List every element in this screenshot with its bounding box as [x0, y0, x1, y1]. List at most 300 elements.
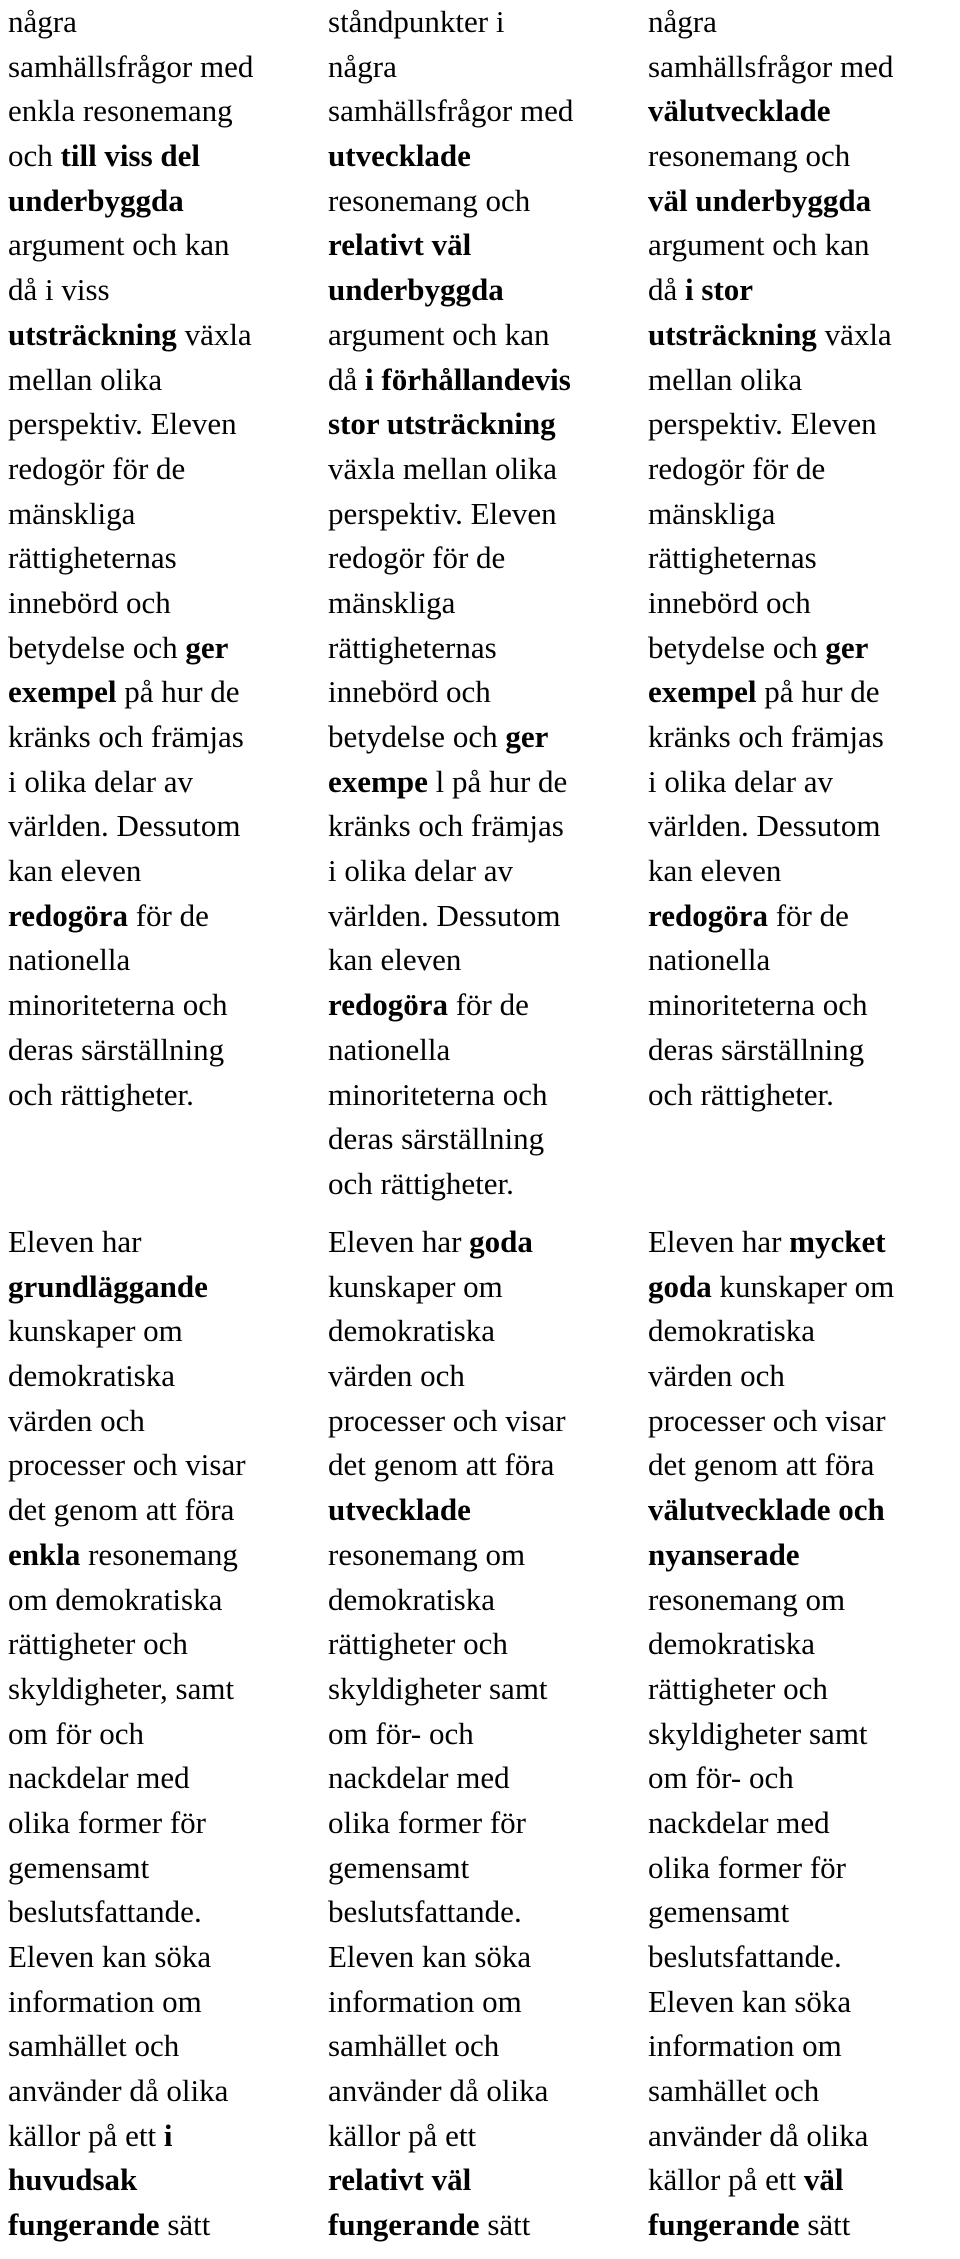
- text-line: [328, 223, 640, 268]
- text-run: gemensamt: [328, 1849, 470, 1885]
- text-line: [8, 804, 318, 849]
- text-line: [648, 760, 960, 805]
- bold-text-run: i förhållandevis: [365, 361, 571, 397]
- text-line: [8, 492, 318, 537]
- text-run: då: [328, 361, 366, 397]
- text-line: [328, 1443, 640, 1488]
- text-line: [328, 2069, 640, 2114]
- text-line: [328, 1935, 640, 1980]
- text-run: värden och: [8, 1402, 145, 1438]
- text-line: [328, 1533, 640, 1578]
- text-line: [648, 849, 960, 894]
- text-run: källor på ett: [648, 2162, 804, 2198]
- text-line: [8, 1846, 318, 1891]
- text-run: samhällsfrågor med: [8, 48, 254, 84]
- text-run: redogör för de: [648, 450, 826, 486]
- text-run: källor på ett: [328, 2117, 477, 2153]
- text-line: [328, 1801, 640, 1846]
- text-line: [328, 89, 640, 134]
- text-line: [8, 626, 318, 671]
- text-run: skyldigheter samt: [328, 1670, 548, 1706]
- text-line: [648, 1935, 960, 1980]
- text-line: [8, 1488, 318, 1533]
- text-line: [8, 268, 318, 313]
- text-line: [648, 1028, 960, 1073]
- criteria-cell-grade-e: [8, 1220, 318, 2248]
- text-line: [648, 1712, 960, 1757]
- text-line: [328, 1667, 640, 1712]
- text-run: beslutsfattande.: [328, 1894, 522, 1930]
- bold-text-run: ger: [185, 629, 229, 665]
- bold-text-run: utvecklade: [328, 1492, 471, 1528]
- text-run: samhället och: [648, 2073, 820, 2109]
- text-run: Eleven har: [648, 1224, 790, 1259]
- criteria-cell-grade-a: [648, 0, 960, 1117]
- text-line: [648, 1578, 960, 1623]
- text-run: processer och visar: [648, 1402, 886, 1438]
- text-run: mänskliga: [648, 495, 776, 531]
- text-run: resonemang: [80, 1536, 238, 1572]
- bold-text-run: fungerande: [648, 2207, 800, 2243]
- text-line: [648, 715, 960, 760]
- text-line: [8, 89, 318, 134]
- text-run: några: [8, 4, 77, 39]
- text-run: minoriteterna och: [648, 987, 868, 1023]
- text-run: nationella: [8, 942, 131, 978]
- text-run: om för- och: [648, 1760, 794, 1796]
- text-line: [328, 1890, 640, 1935]
- text-line: [648, 223, 960, 268]
- text-run: det genom att föra: [8, 1492, 235, 1528]
- text-run: nackdelar med: [8, 1760, 190, 1796]
- bold-text-run: huvudsak: [8, 2162, 138, 2198]
- text-run: Eleven har: [328, 1224, 470, 1259]
- text-line: [648, 2114, 960, 2159]
- text-run: i olika delar av: [648, 763, 834, 799]
- bold-text-run: ger: [505, 719, 549, 754]
- text-run: kan eleven: [328, 942, 462, 978]
- bold-text-run: väl underbyggda: [648, 182, 872, 218]
- text-run: beslutsfattande.: [8, 1894, 202, 1930]
- text-run: sätt: [479, 2207, 531, 2243]
- text-line: [8, 1220, 318, 1265]
- text-run: mänskliga: [8, 495, 136, 531]
- text-run: information om: [8, 1983, 202, 2019]
- text-line: [8, 1443, 318, 1488]
- text-line: [8, 1309, 318, 1354]
- bold-text-run: redogöra: [328, 987, 448, 1023]
- text-line: [328, 715, 640, 760]
- text-line: [8, 1028, 318, 1073]
- text-run: rättigheter och: [8, 1626, 188, 1662]
- text-line: [648, 626, 960, 671]
- bold-text-run: i stor: [685, 272, 754, 308]
- text-line: [8, 2069, 318, 2114]
- text-run: kränks och främjas: [328, 808, 564, 844]
- text-line: [648, 1533, 960, 1578]
- text-line: [8, 358, 318, 403]
- text-line: [8, 2158, 318, 2203]
- text-line: [328, 1117, 640, 1162]
- text-run: nationella: [328, 1031, 451, 1067]
- text-line: [8, 179, 318, 224]
- text-line: [8, 1073, 318, 1118]
- text-run: l på hur de: [427, 763, 568, 799]
- text-run: demokratiska: [648, 1626, 816, 1662]
- text-run: deras särställning: [8, 1031, 225, 1067]
- text-run: kunskaper om: [711, 1268, 895, 1304]
- text-line: [8, 1354, 318, 1399]
- text-line: [648, 268, 960, 313]
- text-run: och rättigheter.: [328, 1165, 514, 1201]
- text-line: [648, 492, 960, 537]
- text-line: [648, 1980, 960, 2025]
- text-line: [8, 1756, 318, 1801]
- text-run: rättigheter och: [648, 1670, 828, 1706]
- bold-text-run: redogöra: [648, 897, 768, 933]
- text-line: [648, 1756, 960, 1801]
- text-line: [8, 1801, 318, 1846]
- text-run: resonemang och: [648, 138, 851, 174]
- text-line: [8, 849, 318, 894]
- text-line: [8, 134, 318, 179]
- text-run: nackdelar med: [328, 1760, 510, 1796]
- text-line: [328, 45, 640, 90]
- text-run: i olika delar av: [328, 853, 514, 889]
- text-line: [648, 1846, 960, 1891]
- text-run: betydelse och: [8, 629, 186, 665]
- text-run: och rättigheter.: [648, 1076, 834, 1112]
- text-run: världen. Dessutom: [8, 808, 241, 844]
- text-line: [648, 2069, 960, 2114]
- text-run: några: [648, 4, 717, 39]
- text-line: [328, 581, 640, 626]
- text-line: [648, 1667, 960, 1712]
- bold-text-run: till viss del: [60, 138, 201, 174]
- bold-text-run: ger: [825, 629, 869, 665]
- text-line: [328, 2114, 640, 2159]
- bold-text-run: välutvecklade och: [648, 1492, 885, 1528]
- text-line: [328, 1354, 640, 1399]
- text-run: ståndpunkter i: [328, 4, 505, 39]
- text-run: sätt: [799, 2207, 851, 2243]
- bold-text-run: mycket: [789, 1224, 886, 1259]
- text-run: demokratiska: [328, 1581, 496, 1617]
- text-run: samhällsfrågor med: [328, 93, 574, 129]
- text-run: sätt: [159, 2207, 211, 2243]
- text-line: [8, 2024, 318, 2069]
- text-run: innebörd och: [328, 674, 491, 710]
- text-line: [648, 536, 960, 581]
- text-line: [8, 1399, 318, 1444]
- text-run: rättigheter och: [328, 1626, 508, 1662]
- text-run: skyldigheter samt: [648, 1715, 868, 1751]
- text-run: skyldigheter, samt: [8, 1670, 235, 1706]
- text-run: processer och visar: [8, 1447, 246, 1483]
- text-line: [8, 1622, 318, 1667]
- criteria-cell-grade-c: [328, 1220, 640, 2248]
- text-line: [328, 1399, 640, 1444]
- text-line: [8, 581, 318, 626]
- text-run: då: [648, 272, 686, 308]
- text-run: i olika delar av: [8, 763, 194, 799]
- text-line: [328, 983, 640, 1028]
- text-line: [648, 1399, 960, 1444]
- text-line: [8, 894, 318, 939]
- text-run: information om: [648, 2028, 842, 2064]
- text-run: resonemang om: [648, 1581, 846, 1617]
- bold-text-run: relativt väl: [328, 227, 472, 263]
- text-line: [8, 670, 318, 715]
- text-line: [8, 2114, 318, 2159]
- text-run: minoriteterna och: [8, 987, 228, 1023]
- text-line: [8, 402, 318, 447]
- bold-text-run: stor utsträckning: [328, 406, 556, 442]
- bold-text-run: i: [163, 2117, 173, 2153]
- text-line: [328, 1712, 640, 1757]
- text-line: [8, 938, 318, 983]
- text-run: världen. Dessutom: [328, 897, 561, 933]
- text-line: [328, 179, 640, 224]
- text-run: Eleven kan söka: [328, 1939, 532, 1974]
- text-line: [328, 1980, 640, 2025]
- text-run: och rättigheter.: [8, 1076, 194, 1112]
- text-run: använder då olika: [648, 2117, 869, 2153]
- text-line: [328, 313, 640, 358]
- text-run: kan eleven: [8, 853, 142, 889]
- text-run: gemensamt: [8, 1849, 150, 1885]
- text-line: [648, 1622, 960, 1667]
- text-run: betydelse och: [328, 719, 506, 754]
- bold-text-run: enkla: [8, 1536, 81, 1572]
- text-run: processer och visar: [328, 1402, 566, 1438]
- text-run: samhällsfrågor med: [648, 48, 894, 84]
- text-line: [648, 358, 960, 403]
- bold-text-run: fungerande: [8, 2207, 160, 2243]
- criteria-cell-grade-e: [8, 0, 318, 1117]
- text-run: källor på ett: [8, 2117, 164, 2153]
- text-line: [648, 670, 960, 715]
- text-run: världen. Dessutom: [648, 808, 881, 844]
- text-line: [8, 760, 318, 805]
- text-line: [648, 0, 960, 45]
- text-run: redogör för de: [328, 540, 506, 576]
- text-line: [328, 1220, 640, 1265]
- text-run: perspektiv. Eleven: [328, 495, 557, 531]
- text-line: [328, 536, 640, 581]
- text-line: [328, 670, 640, 715]
- text-run: samhället och: [328, 2028, 500, 2064]
- text-run: några: [328, 48, 397, 84]
- text-run: Eleven kan söka: [648, 1983, 852, 2019]
- text-line: [328, 1488, 640, 1533]
- text-line: [648, 2203, 960, 2248]
- text-line: [648, 1073, 960, 1118]
- text-line: [8, 983, 318, 1028]
- text-run: växla: [176, 316, 252, 352]
- bold-text-run: goda: [648, 1268, 712, 1304]
- bold-text-run: exempe: [328, 763, 428, 799]
- text-run: mänskliga: [328, 584, 456, 620]
- text-run: kränks och främjas: [648, 719, 884, 754]
- text-run: rättigheternas: [328, 629, 497, 665]
- text-run: olika former för: [8, 1804, 206, 1840]
- bold-text-run: underbyggda: [328, 272, 504, 308]
- text-line: [8, 313, 318, 358]
- text-run: rättigheternas: [8, 540, 177, 576]
- bold-text-run: väl: [803, 2162, 844, 2198]
- text-line: [648, 2024, 960, 2069]
- text-line: [648, 1354, 960, 1399]
- text-run: resonemang och: [328, 182, 531, 218]
- text-line: [648, 938, 960, 983]
- text-run: argument och kan: [8, 227, 230, 263]
- text-line: [648, 179, 960, 224]
- text-run: resonemang om: [328, 1536, 526, 1572]
- text-line: [8, 536, 318, 581]
- text-run: information om: [328, 1983, 522, 2019]
- text-line: [328, 1578, 640, 1623]
- text-line: [648, 1890, 960, 1935]
- text-line: [648, 89, 960, 134]
- bold-text-run: utsträckning: [648, 316, 817, 352]
- text-run: det genom att föra: [648, 1447, 875, 1483]
- text-run: för de: [127, 897, 209, 933]
- text-line: [648, 581, 960, 626]
- text-run: argument och kan: [648, 227, 870, 263]
- text-line: [648, 447, 960, 492]
- text-line: [648, 1220, 960, 1265]
- text-run: för de: [767, 897, 849, 933]
- text-line: [8, 45, 318, 90]
- text-run: på hur de: [756, 674, 880, 710]
- text-line: [328, 1846, 640, 1891]
- text-line: [8, 1667, 318, 1712]
- text-line: [328, 1309, 640, 1354]
- bold-text-run: utvecklade: [328, 138, 471, 174]
- text-run: innebörd och: [8, 584, 171, 620]
- text-line: [648, 313, 960, 358]
- text-line: [328, 134, 640, 179]
- text-run: mellan olika: [648, 361, 803, 397]
- text-line: [328, 1622, 640, 1667]
- text-run: kränks och främjas: [8, 719, 244, 754]
- text-line: [648, 2158, 960, 2203]
- text-line: [8, 715, 318, 760]
- text-line: [648, 1801, 960, 1846]
- text-line: [328, 938, 640, 983]
- text-line: [328, 1162, 640, 1207]
- text-line: [648, 45, 960, 90]
- text-run: minoriteterna och: [328, 1076, 548, 1112]
- text-run: Eleven kan söka: [8, 1939, 212, 1974]
- text-line: [328, 447, 640, 492]
- bold-text-run: grundläggande: [8, 1268, 208, 1304]
- text-run: mellan olika: [8, 361, 163, 397]
- text-line: [648, 983, 960, 1028]
- bold-text-run: redogöra: [8, 897, 128, 933]
- text-line: [648, 1443, 960, 1488]
- text-line: [328, 492, 640, 537]
- text-run: deras särställning: [328, 1121, 545, 1157]
- text-line: [328, 2024, 640, 2069]
- criteria-cell-grade-c: [328, 0, 640, 1207]
- text-run: rättigheternas: [648, 540, 817, 576]
- text-run: och: [8, 138, 61, 174]
- bold-text-run: exempel: [648, 674, 757, 710]
- text-run: betydelse och: [648, 629, 826, 665]
- text-line: [8, 223, 318, 268]
- text-line: [8, 1980, 318, 2025]
- text-run: demokratiska: [648, 1313, 816, 1349]
- text-line: [328, 1265, 640, 1310]
- text-line: [8, 0, 318, 45]
- text-line: [8, 1890, 318, 1935]
- text-run: använder då olika: [328, 2073, 549, 2109]
- text-run: för de: [447, 987, 529, 1023]
- text-run: olika former för: [648, 1849, 846, 1885]
- text-line: [328, 402, 640, 447]
- text-line: [8, 2203, 318, 2248]
- bold-text-run: fungerande: [328, 2207, 480, 2243]
- text-line: [328, 804, 640, 849]
- bold-text-run: nyanserade: [648, 1536, 800, 1572]
- criteria-cell-grade-a: [648, 1220, 960, 2248]
- text-line: [8, 1712, 318, 1757]
- text-line: [328, 268, 640, 313]
- text-run: det genom att föra: [328, 1447, 555, 1483]
- bold-text-run: exempel: [8, 674, 117, 710]
- text-run: på hur de: [116, 674, 240, 710]
- text-line: [648, 1488, 960, 1533]
- text-run: redogör för de: [8, 450, 186, 486]
- bold-text-run: relativt väl: [328, 2162, 472, 2198]
- text-line: [648, 402, 960, 447]
- text-line: [328, 2158, 640, 2203]
- text-run: samhället och: [8, 2028, 180, 2064]
- text-line: [648, 804, 960, 849]
- text-line: [8, 1578, 318, 1623]
- text-run: kunskaper om: [8, 1313, 183, 1349]
- text-line: [328, 1028, 640, 1073]
- bold-text-run: välutvecklade: [648, 93, 831, 129]
- text-run: växla: [816, 316, 892, 352]
- text-line: [648, 894, 960, 939]
- text-line: [328, 0, 640, 45]
- text-run: värden och: [648, 1358, 785, 1394]
- bold-text-run: underbyggda: [8, 182, 184, 218]
- text-run: perspektiv. Eleven: [8, 406, 237, 442]
- bold-text-run: utsträckning: [8, 316, 177, 352]
- text-run: gemensamt: [648, 1894, 790, 1930]
- text-line: [8, 1533, 318, 1578]
- text-run: demokratiska: [328, 1313, 496, 1349]
- text-run: innebörd och: [648, 584, 811, 620]
- text-run: växla mellan olika: [328, 450, 557, 486]
- text-run: om demokratiska: [8, 1581, 223, 1617]
- text-run: nationella: [648, 942, 771, 978]
- text-run: nackdelar med: [648, 1804, 830, 1840]
- text-line: [328, 1073, 640, 1118]
- text-line: [328, 1756, 640, 1801]
- text-run: om för och: [8, 1715, 145, 1751]
- text-run: använder då olika: [8, 2073, 229, 2109]
- text-run: Eleven har: [8, 1224, 142, 1259]
- text-line: [328, 2203, 640, 2248]
- text-line: [328, 626, 640, 671]
- text-line: [8, 447, 318, 492]
- text-line: [648, 134, 960, 179]
